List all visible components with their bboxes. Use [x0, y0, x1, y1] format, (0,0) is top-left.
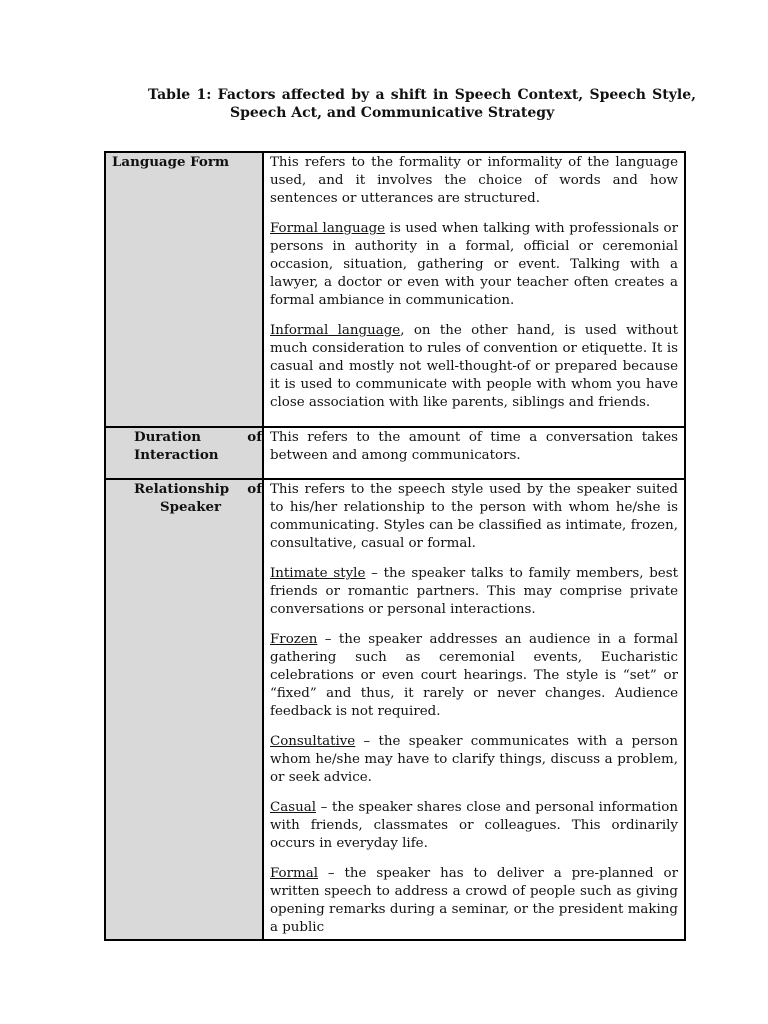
row-label-line: Interaction [134, 447, 219, 463]
factors-table [104, 151, 686, 941]
paragraph [270, 631, 678, 721]
row-description-cell [263, 479, 685, 940]
caption-line-2: Speech Act, and Communicative Strategy [230, 105, 555, 121]
table-caption [148, 86, 696, 122]
table-row [105, 479, 685, 940]
paragraph [270, 322, 678, 412]
paragraph [270, 565, 678, 619]
paragraph-text: – the speaker has to deliver a pre-planned or written speech to address a crowd of people such as giving opening remarks during a seminar, or the president making a public [270, 866, 678, 935]
row-label-cell [105, 427, 263, 479]
paragraph-text: – the speaker talks to family members, best friends or romantic partners. This may comprise private conversations or personal interactions. [270, 566, 678, 617]
row-label-cell [105, 479, 263, 940]
paragraph-text: , on the other hand, is used without much consideration to rules of convention or etiquette. It is casual and mostly not well-thought-of or prepared because it is used to communicate with people with whom you have close association with like parents, siblings and friends. [270, 323, 678, 410]
term: Consultative [270, 734, 356, 749]
paragraph-text: This refers to the formality or informality of the language used, and it involves the choice of words and how sentences or utterances are structured. [270, 155, 678, 206]
row-label-line: Speaker [160, 499, 222, 515]
row-description-cell [263, 427, 685, 479]
paragraph [270, 154, 678, 208]
paragraph-text: – the speaker shares close and personal information with friends, classmates or colleagues. This ordinarily occurs in everyday life. [270, 800, 678, 851]
paragraph [270, 429, 678, 465]
paragraph-text: This refers to the amount of time a conversation takes between and among communicators. [270, 430, 678, 463]
term: Frozen [270, 632, 318, 647]
paragraph [270, 733, 678, 787]
term: Casual [270, 800, 316, 815]
term: Formal [270, 866, 318, 881]
row-label-line: Duration of [134, 429, 262, 445]
paragraph [270, 865, 678, 937]
term: Intimate style [270, 566, 366, 581]
paragraph [270, 799, 678, 853]
paragraph [270, 481, 678, 553]
paragraph-text: – the speaker addresses an audience in a formal gathering such as ceremonial events, Eucharistic celebrations or even court hearings. The style is “set” or “fixed” and thus, it rarely or never changes. Audience feedback is not required. [270, 632, 678, 719]
paragraph-text: This refers to the speech style used by the speaker suited to his/her relationship to the person with whom he/she is communicating. Styles can be classified as intimate, frozen, consultative, casual or formal. [270, 482, 678, 551]
row-label-cell [105, 152, 263, 427]
paragraph-text: is used when talking with professionals or persons in authority in a formal, official or ceremonial occasion, situation, gathering or event. Talking with a lawyer, a doctor or even with your teacher often creates a formal ambiance in communication. [270, 221, 678, 308]
caption-line-1: Table 1: Factors affected by a shift in Speech Context, Speech Style, [148, 87, 696, 103]
paragraph-text: – the speaker communicates with a person whom he/she may have to clarify things, discuss a problem, or seek advice. [270, 734, 678, 785]
row-label-line: Relationship of [134, 481, 262, 497]
term: Informal language [270, 323, 401, 338]
table-row [105, 152, 685, 427]
table-row [105, 427, 685, 479]
paragraph [270, 220, 678, 310]
row-description-cell [263, 152, 685, 427]
term: Formal language [270, 221, 386, 236]
row-label: Language Form [112, 154, 230, 170]
